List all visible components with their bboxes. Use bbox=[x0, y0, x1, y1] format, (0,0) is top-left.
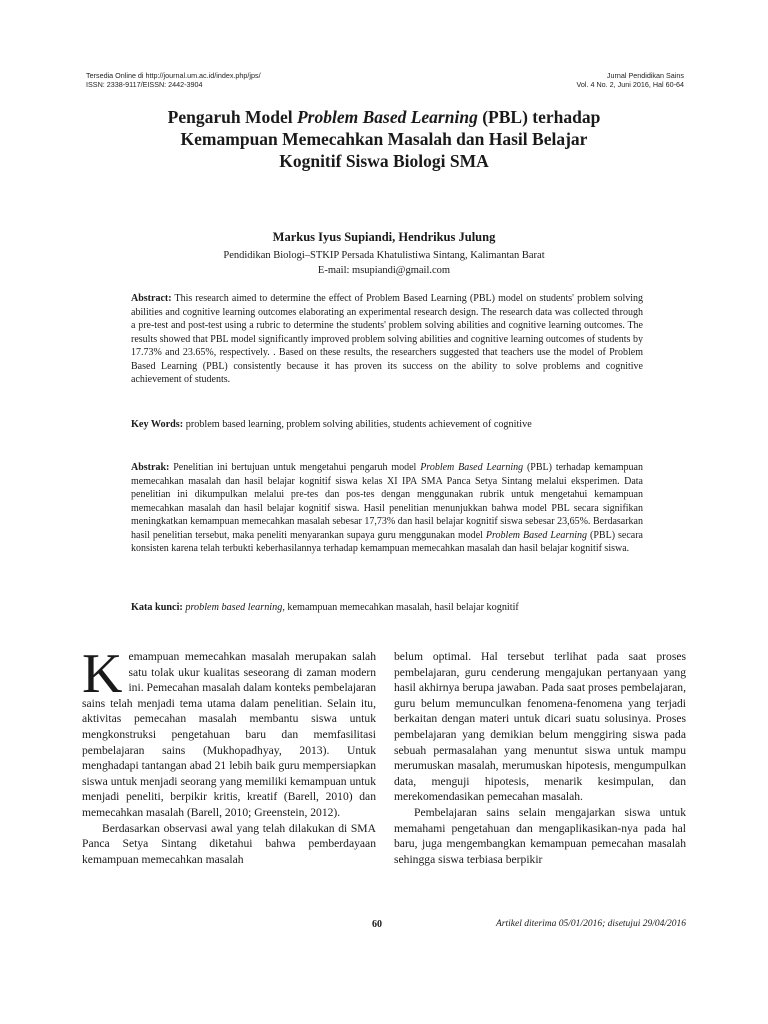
article-dates: Artikel diterima 05/01/2016; disetujui 29/04/2016 bbox=[496, 919, 686, 929]
intro-paragraph-1-text: emampuan memecahkan masalah merupakan salah satu tolak ukur kualitas seseorang di zaman modern ini. Pemecahan masalah dalam konteks pembelajaran sains telah menjadi tema utama dalam penelitian. Selain itu, aktivitas pemecahan masalah membantu siswa untuk mengkonstruksi pengetahuan baru dan memfasilitasi pembelajaran sains (Mukhopadhyay, 2013). Untuk menghadapi tantangan abad 21 lebih baik guru mempersiapkan siswa untuk menjadi seorang yang memiliki kemampuan untuk menjadi peneliti, berpikir kritis, kreatif (Barell, 2010) dan memecahkan masalah (Barell, 2010; Greenstein, 2012). bbox=[82, 650, 376, 819]
intro-paragraph-1 bbox=[82, 643, 376, 821]
keywords-id-text: , kemampuan memecahkan masalah, hasil belajar kognitif bbox=[282, 602, 519, 613]
drop-cap: K bbox=[82, 643, 123, 705]
intro-paragraph-2: Berdasarkan observasi awal yang telah dilakukan di SMA Panca Setya Sintang diketahui bahwa pemberdayaan kemampuan memecahkan masalah bbox=[82, 821, 376, 866]
issn-line: ISSN: 2338-9117/EISSN: 2442-3904 bbox=[86, 80, 203, 89]
title-line3: Kognitif Siswa Biologi SMA bbox=[279, 151, 489, 171]
abstract-id-text2: (PBL) terhadap kemampuan memecahkan masalah dan hasil belajar kognitif siswa kelas XI IPA SMA Panca Setya Sintang melalui eksperimen. Data penelitian ini dikumpulkan melalui pre-tes dan pos-tes dengan menggunakan rubrik untuk mengetahui kemampuan memecahkan masalah dan hasil belajar kognitif siswa. Hasil penelitian menunjukkan bahwa model PBL secara signifikan meningkatkan kemampuan memecahkan masalah sebesar 17,73% dan hasil belajar kognitif siswa sebesar 23,65%. Berdasarkan hasil penelitian tersebut, maka peneliti menyarankan supaya guru menggunakan model bbox=[131, 462, 643, 541]
abstract-id-text3: (PBL) secara konsisten karena telah terbukti keberhasilannya terhadap kemampuan memecahkan masalah dan hasil belajar kognitif siswa. bbox=[131, 529, 643, 554]
page-number: 60 bbox=[372, 919, 382, 930]
availability-line: Tersedia Online di http://journal.um.ac.id/index.php/jps/ bbox=[86, 71, 261, 80]
title-part2: (PBL) terhadap bbox=[477, 107, 601, 127]
journal-info-right bbox=[577, 71, 684, 89]
affiliation: Pendidikan Biologi–STKIP Persada Khatulistiwa Sintang, Kalimantan Barat bbox=[223, 250, 545, 261]
right-paragraph-2: Pembelajaran sains selain mengajarkan siswa untuk memahami pengetahuan dan mengaplikasikan-nya pada hal baru, juga mengembangkan kemampuan pemecahan masalah sehingga siswa terbiasa berpikir bbox=[394, 805, 686, 866]
volume-line: Vol. 4 No. 2, Juni 2016, Hal 60-64 bbox=[576, 80, 684, 89]
title-part1: Pengaruh Model bbox=[167, 107, 297, 127]
keywords-english bbox=[131, 418, 643, 432]
keywords-en-label: Key Words: bbox=[131, 419, 184, 430]
keywords-id-italic: problem based learning bbox=[182, 602, 283, 613]
affiliation-block bbox=[0, 248, 768, 278]
title-italic: Problem Based Learning bbox=[296, 107, 478, 127]
abstract-id-text1: Penelitian ini bertujuan untuk mengetahui pengaruh model bbox=[169, 462, 421, 473]
email: E-mail: msupiandi@gmail.com bbox=[317, 265, 451, 276]
keywords-indonesian bbox=[131, 601, 643, 615]
keywords-id-label: Kata kunci: bbox=[131, 602, 183, 613]
body-column-left bbox=[82, 643, 376, 867]
abstract-english bbox=[131, 292, 643, 387]
right-paragraph-1: belum optimal. Hal tersebut terlihat pada saat proses pembelajaran, guru cenderung mengajukan pertanyaan yang hasil akhirnya berupa jawaban. Pada saat proses pembelajaran, guru belum memunculkan fenomena-fenomena yang terjadi berkaitan dengan materi untuk dicari suatu solusinya. Proses pembelajaran yang demikian belum menggiring siswa pada sebuah permasalahan yang menuntut siswa untuk mampu merumuskan masalah, merumuskan hipotesis, mengumpulkan data, menguji hipotesis, menarik kesimpulan, dan merekomendasikan pemecahan masalah. bbox=[394, 650, 686, 804]
body-column-right bbox=[394, 649, 686, 867]
abstract-id-label: Abstrak: bbox=[131, 462, 170, 473]
abstract-indonesian bbox=[131, 461, 643, 556]
abstract-id-italic2: Problem Based Learning bbox=[485, 529, 588, 541]
abstract-en-text: This research aimed to determine the effect of Problem Based Learning (PBL) model on students' problem solving abilities and cognitive learning outcomes elaborating an experimental research design. The research data was collected through a pre-test and post-test using a rubric to determine the students' problem solving abilities and cognitive learning outcomes. The results showed that PBL model significantly improved problem solving abilities and cognitive learning outcomes of students by 17.73% and 23.65%, respectively. . Based on these results, the researchers suggested that teachers use the model of Problem Based Learning (PBL) consistently because it has proven its success on the ability to solve problems and cognitive achievement of students. bbox=[131, 293, 643, 385]
authors: Markus Iyus Supiandi, Hendrikus Julung bbox=[272, 230, 496, 244]
title-line2: Kemampuan Memecahkan Masalah dan Hasil Belajar bbox=[180, 129, 588, 149]
journal-name: Jurnal Pendidikan Sains bbox=[606, 71, 684, 80]
keywords-en-text: problem based learning, problem solving abilities, students achievement of cognitive bbox=[183, 419, 532, 430]
journal-info-left bbox=[86, 71, 261, 89]
abstract-id-italic1: Problem Based Learning bbox=[420, 462, 524, 473]
paper-title bbox=[0, 106, 768, 172]
abstract-en-label: Abstract: bbox=[131, 293, 172, 304]
